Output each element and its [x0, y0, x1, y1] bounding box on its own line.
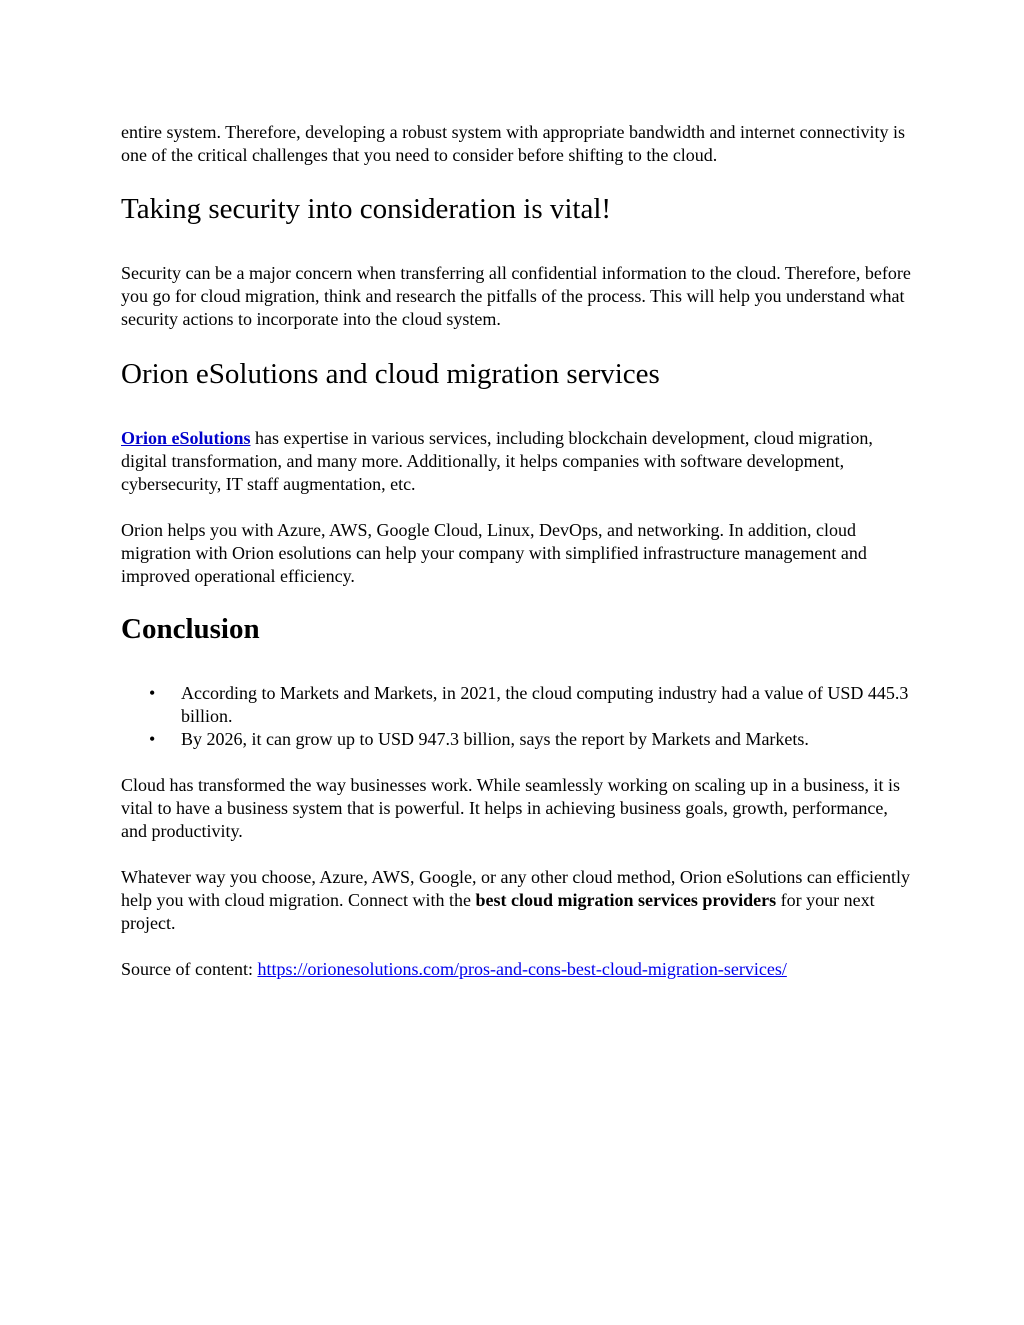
source-line — [121, 958, 911, 981]
conclusion-paragraph-2-start: Whatever way you choose, Azure, AWS, Google, or any other cloud method, Orion eSolutions can efficiently help you with cloud migration. Connect with the — [121, 867, 911, 910]
document-page — [121, 121, 911, 981]
source-label: Source of content: — [121, 959, 258, 979]
list-item-text: By 2026, it can grow up to USD 947.3 billion, says the report by Markets and Markets. — [181, 729, 809, 749]
conclusion-paragraph-2-end: for your next project. — [121, 890, 875, 933]
source-url-link[interactable]: https://orionesolutions.com/pros-and-cons-best-cloud-migration-services/ — [257, 959, 787, 979]
intro-paragraph: entire system. Therefore, developing a robust system with appropriate bandwidth and internet connectivity is one of the critical challenges that you need to consider before shifting to the cloud. — [121, 122, 905, 165]
orion-paragraph-1-text: has expertise in various services, including blockchain development, cloud migration, digital transformation, and many more. Additionally, it helps companies with software development, cybersecurity, IT staff augmentation, etc. — [121, 428, 873, 494]
orion-paragraph-1 — [121, 427, 911, 496]
best-cloud-migration-emphasis: best cloud migration services providers — [475, 890, 777, 910]
orion-heading: Orion eSolutions and cloud migration services — [121, 358, 660, 390]
conclusion-paragraph-2 — [121, 866, 911, 935]
security-heading: Taking security into consideration is vital! — [121, 193, 612, 225]
list-item — [121, 682, 911, 728]
security-paragraph: Security can be a major concern when transferring all confidential information to the cloud. Therefore, before you go for cloud migration, think and research the pitfalls of the process. This will help you understand what security actions to incorporate into the cloud system. — [121, 263, 911, 329]
conclusion-bullet-list — [121, 682, 911, 751]
bullet-icon: • — [149, 729, 156, 749]
bullet-icon: • — [149, 683, 156, 703]
conclusion-heading: Conclusion — [121, 613, 260, 645]
orion-paragraph-2: Orion helps you with Azure, AWS, Google Cloud, Linux, DevOps, and networking. In addition, cloud migration with Orion esolutions can help your company with simplified infrastructure management and improved operational efficiency. — [121, 520, 867, 586]
orion-esolutions-link[interactable]: Orion eSolutions — [121, 428, 251, 448]
list-item-text: According to Markets and Markets, in 2021, the cloud computing industry had a value of USD 445.3 billion. — [181, 683, 909, 726]
list-item — [121, 728, 911, 751]
conclusion-paragraph-1: Cloud has transformed the way businesses work. While seamlessly working on scaling up in a business, it is vital to have a business system that is powerful. It helps in achieving business goals, growth, performance, and productivity. — [121, 775, 901, 841]
